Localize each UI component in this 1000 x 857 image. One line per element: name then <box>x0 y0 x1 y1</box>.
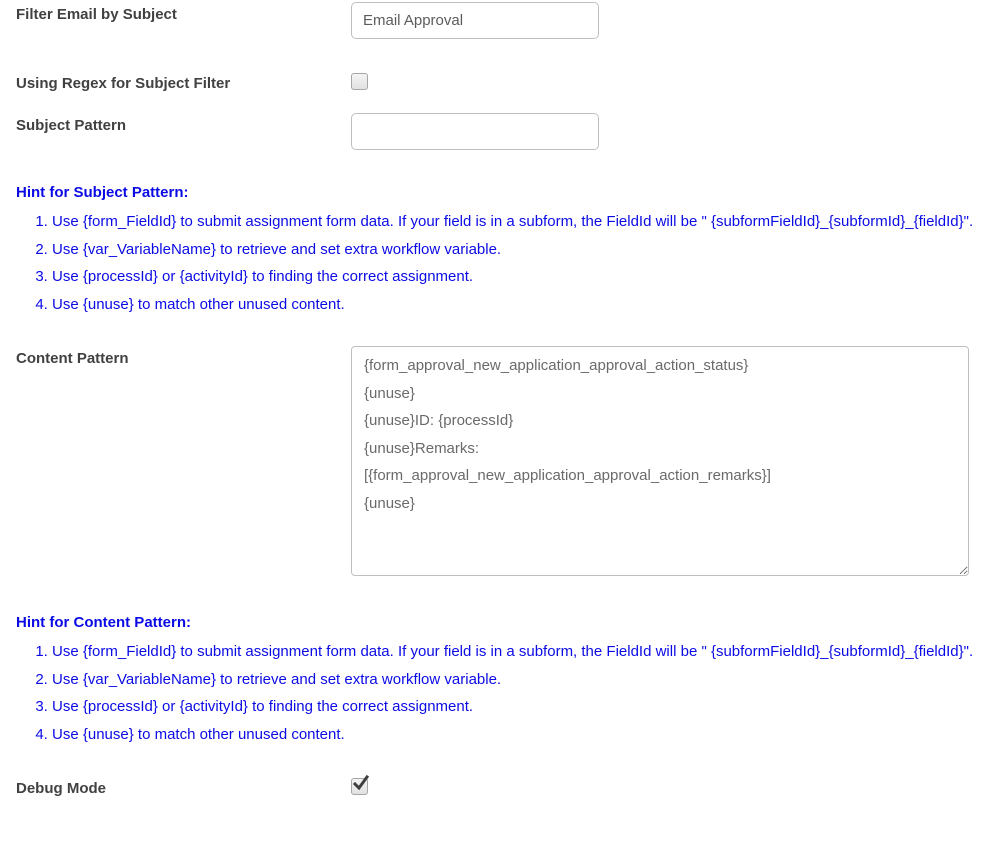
hint-item: 2. Use {var_VariableName} to retrieve and set extra workflow variable. <box>52 236 984 264</box>
subject-pattern-hint <box>16 183 984 318</box>
field-row-filter-email <box>16 2 984 39</box>
subject-pattern-label: Subject Pattern <box>16 117 127 134</box>
filter-email-label: Filter Email by Subject <box>16 6 177 23</box>
content-pattern-hint <box>16 613 984 748</box>
hint-item: 3. Use {processId} or {activityId} to finding the correct assignment. <box>52 693 984 721</box>
field-row-debug-mode <box>16 776 984 798</box>
hint-list <box>16 638 984 748</box>
field-row-regex-filter <box>16 71 984 93</box>
field-row-subject-pattern <box>16 113 984 150</box>
hint-item: 1. Use {form_FieldId} to submit assignment form data. If your field is in a subform, the FieldId will be " {subformFieldId}_{subformId}_{fieldId}". <box>52 638 984 666</box>
subject-pattern-input[interactable] <box>351 113 599 150</box>
hint-item: 4. Use {unuse} to match other unused content. <box>52 721 984 749</box>
field-row-content-pattern <box>16 346 984 580</box>
hint-item: 3. Use {processId} or {activityId} to finding the correct assignment. <box>52 263 984 291</box>
debug-mode-label: Debug Mode <box>16 780 106 797</box>
hint-item: 2. Use {var_VariableName} to retrieve and set extra workflow variable. <box>52 666 984 694</box>
regex-filter-checkbox[interactable] <box>351 73 368 90</box>
content-pattern-label: Content Pattern <box>16 350 129 367</box>
hint-item: 4. Use {unuse} to match other unused content. <box>52 291 984 319</box>
regex-filter-label: Using Regex for Subject Filter <box>16 75 231 92</box>
filter-email-input[interactable] <box>351 2 599 39</box>
hint-item: 1. Use {form_FieldId} to submit assignment form data. If your field is in a subform, the FieldId will be " {subformFieldId}_{subformId}_{fieldId}". <box>52 208 984 236</box>
hint-list <box>16 208 984 318</box>
hint-heading: Hint for Content Pattern: <box>16 614 191 631</box>
content-pattern-textarea[interactable] <box>351 346 969 576</box>
checkmark-icon <box>352 775 370 793</box>
hint-heading: Hint for Subject Pattern: <box>16 184 189 201</box>
debug-mode-checkbox[interactable] <box>351 778 368 795</box>
